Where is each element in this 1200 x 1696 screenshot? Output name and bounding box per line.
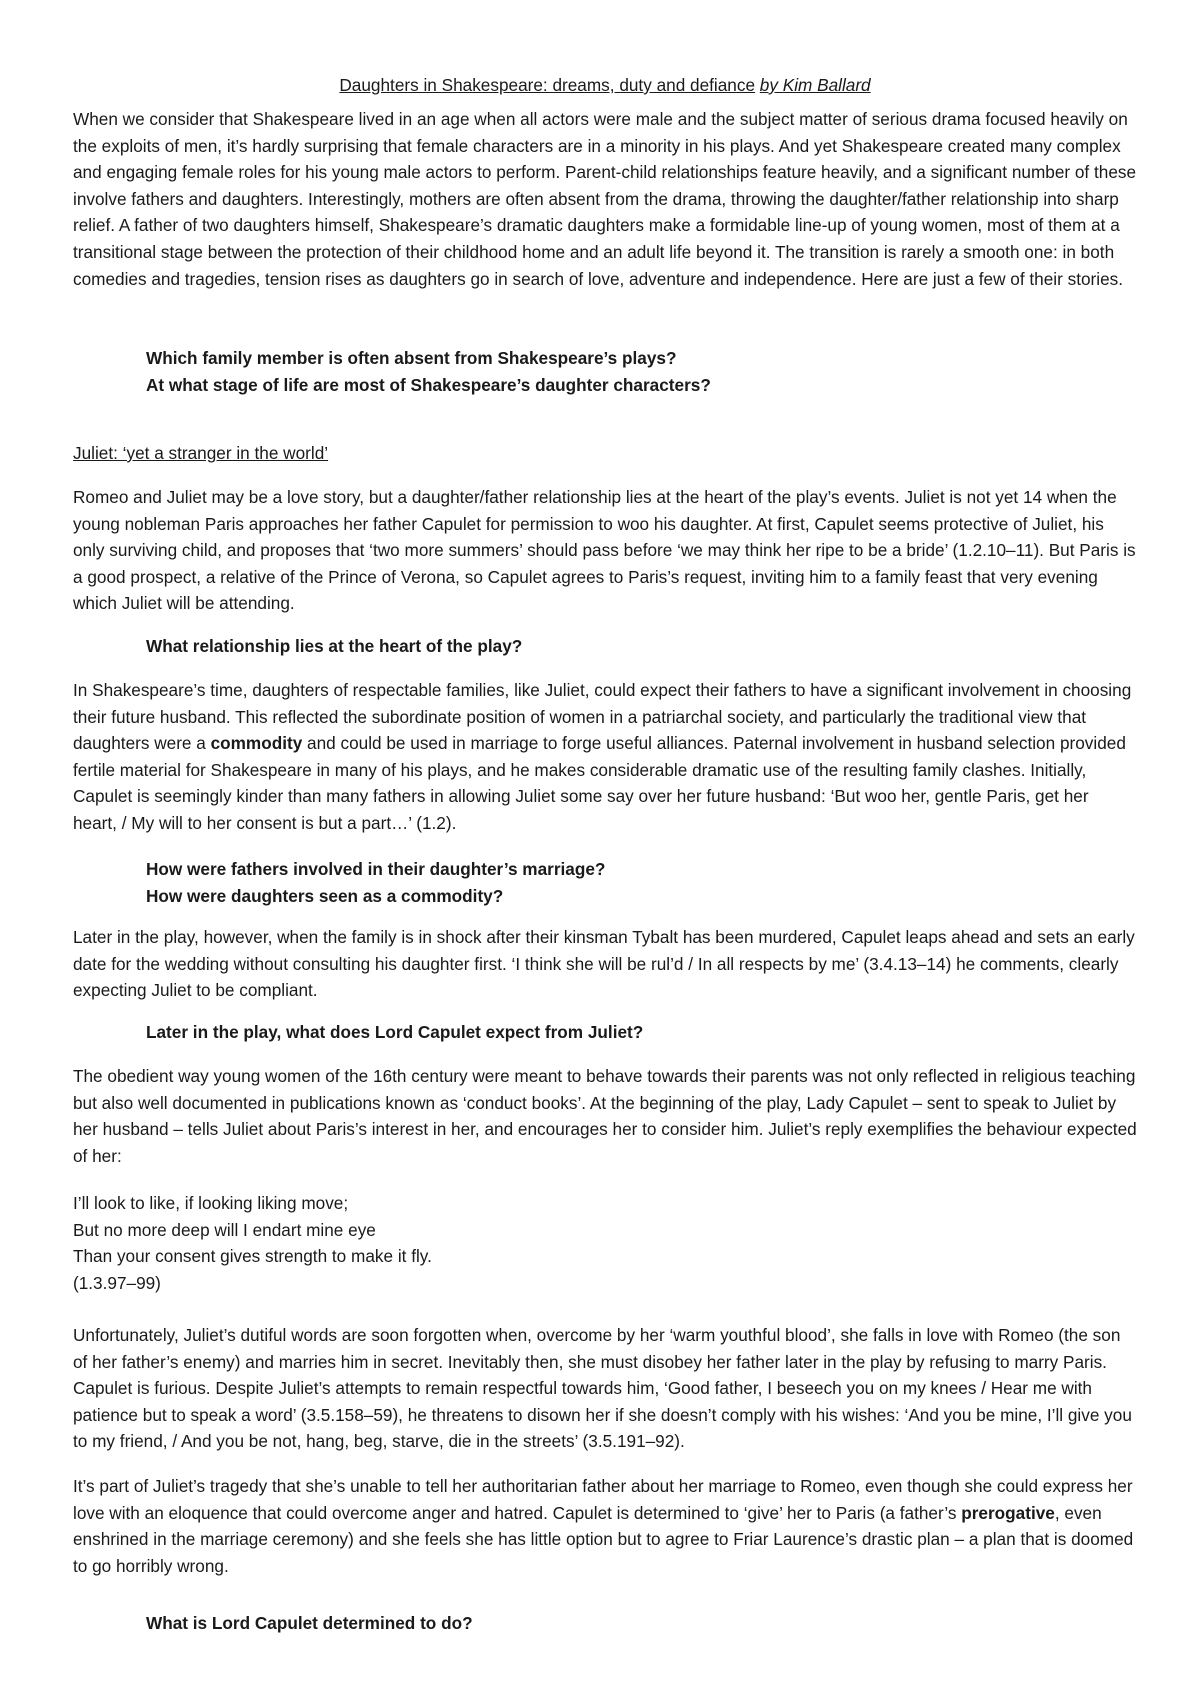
paragraph-6-text-b: , even enshrined in the marriage ceremony) and she feels she has little option but to agree to Friar Laurence’s drastic plan – a plan that is doomed to go horribly wrong. — [73, 1502, 1134, 1576]
paragraph-4: The obedient way young women of the 16th century were meant to behave towards their parents was not only reflected in religious teaching but also well documented in publications known as ‘conduct books’. At the beginning of the play, Lady Capulet – sent to speak to Juliet by her husband – tells Juliet about Paris’s interest in her, and encourages her to consider him. Juliet’s reply exemplifies the behaviour expected of her: — [73, 1066, 1137, 1166]
question: Later in the play, what does Lord Capulet expect from Juliet? — [146, 1022, 644, 1042]
question-block-2 — [146, 633, 1136, 660]
question-block-4 — [146, 1019, 1136, 1046]
question-block-3 — [146, 856, 1136, 909]
paragraph-3: Later in the play, however, when the family is in shock after their kinsman Tybalt has been murdered, Capulet leaps ahead and sets an early date for the wedding without consulting his daughter first. ‘I think she will be rul’d / In all respects by me’ (3.4.13–14) he comments, clearly expecting Juliet to be compliant. — [73, 927, 1135, 1001]
question: What is Lord Capulet determined to do? — [146, 1613, 473, 1633]
question: How were fathers involved in their daughter’s marriage? — [146, 859, 606, 879]
question: Which family member is often absent from Shakespeare’s plays? — [146, 348, 677, 368]
paragraph-6-text-a: It’s part of Juliet’s tragedy that she’s unable to tell her authoritarian father about her marriage to Romeo, even though she could express her love with an eloquence that could overcome anger and hatred. Capulet is determined to ‘give’ her to Paris (a father’s — [73, 1476, 1133, 1523]
title-main: Daughters in Shakespeare: dreams, duty and defiance — [339, 75, 756, 95]
paragraph-5: Unfortunately, Juliet’s dutiful words are soon forgotten when, overcome by her ‘warm youthful blood’, she falls in love with Romeo (the son of her father’s enemy) and marries him in secret. Inevitably then, she must disobey her father later in the play by refusing to marry Paris. Capulet is furious. Despite Juliet’s attempts to remain respectful towards him, ‘Good father, I beseech you on my knees / Hear me with patience but to speak a word’ (3.5.158–59), he threatens to disown her if she doesn’t comply with his wishes: ‘And you be mine, I’ll give you to my friend, / And you be not, hang, beg, starve, die in the streets’ (3.5.191–92). — [73, 1325, 1132, 1452]
quotation-citation: (1.3.97–99) — [73, 1272, 161, 1293]
quotation-line: Than your consent gives strength to make it fly. — [73, 1246, 432, 1267]
document-title — [73, 72, 1137, 98]
question: What relationship lies at the heart of the play? — [146, 636, 523, 656]
intro-paragraph: When we consider that Shakespeare lived in an age when all actors were male and the subject matter of serious drama focused heavily on the exploits of men, it’s hardly surprising that female characters are in a minority in his plays. And yet Shakespeare created many complex and engaging female roles for his young male actors to perform. Parent-child relationships feature heavily, and a significant number of these involve fathers and daughters. Interestingly, mothers are often absent from the drama, throwing the daughter/father relationship into sharp relief. A father of two daughters himself, Shakespeare’s dramatic daughters make a formidable line-up of young women, most of them at a transitional stage between the protection of their childhood home and an adult life beyond it. The transition is rarely a smooth one: in both comedies and tragedies, tension rises as daughters go in search of love, adventure and independence. Here are just a few of their stories. — [73, 109, 1137, 289]
question: How were daughters seen as a commodity? — [146, 885, 504, 906]
title-author: by Kim Ballard — [759, 75, 871, 95]
keyword-commodity: commodity — [210, 733, 303, 754]
question-block-1 — [146, 345, 1136, 398]
question: At what stage of life are most of Shakespeare’s daughter characters? — [146, 374, 711, 395]
quotation-line: But no more deep will I endart mine eye — [73, 1219, 376, 1240]
quotation-line: I’ll look to like, if looking liking move; — [73, 1193, 349, 1213]
question-block-5 — [146, 1610, 1136, 1637]
paragraph-2-text-b: and could be used in marriage to forge useful alliances. Paternal involvement in husband selection provided fertile material for Shakespeare in many of his plays, and he makes considerable dramatic use of the resulting family clashes. Initially, Capulet is seemingly kinder than many fathers in allowing Juliet some say over her future husband: ‘But woo her, gentle Paris, get her heart, / My will to her consent is but a part…’ (1.2). — [73, 733, 1126, 833]
section-heading: Juliet: ‘yet a stranger in the world’ — [73, 443, 329, 463]
quotation-block — [73, 1190, 432, 1296]
paragraph-2-text-a: In Shakespeare’s time, daughters of respectable families, like Juliet, could expect their fathers to have a significant involvement in choosing their future husband. This reflected the subordinate position of women in a patriarchal society, and particularly the traditional view that daughters were a — [73, 680, 1132, 754]
paragraph-1: Romeo and Juliet may be a love story, but a daughter/father relationship lies at the heart of the play’s events. Juliet is not yet 14 when the young nobleman Paris approaches her father Capulet for permission to woo his daughter. At first, Capulet seems protective of Juliet, his only surviving child, and proposes that ‘two more summers’ should pass before ‘we may think her ripe to be a bride’ (1.2.10–11). But Paris is a good prospect, a relative of the Prince of Verona, so Capulet agrees to Paris’s request, inviting him to a family feast that very evening which Juliet will be attending. — [73, 487, 1136, 614]
keyword-prerogative: prerogative — [961, 1502, 1055, 1523]
paragraph-6 — [73, 1473, 1137, 1579]
paragraph-2 — [73, 677, 1137, 837]
